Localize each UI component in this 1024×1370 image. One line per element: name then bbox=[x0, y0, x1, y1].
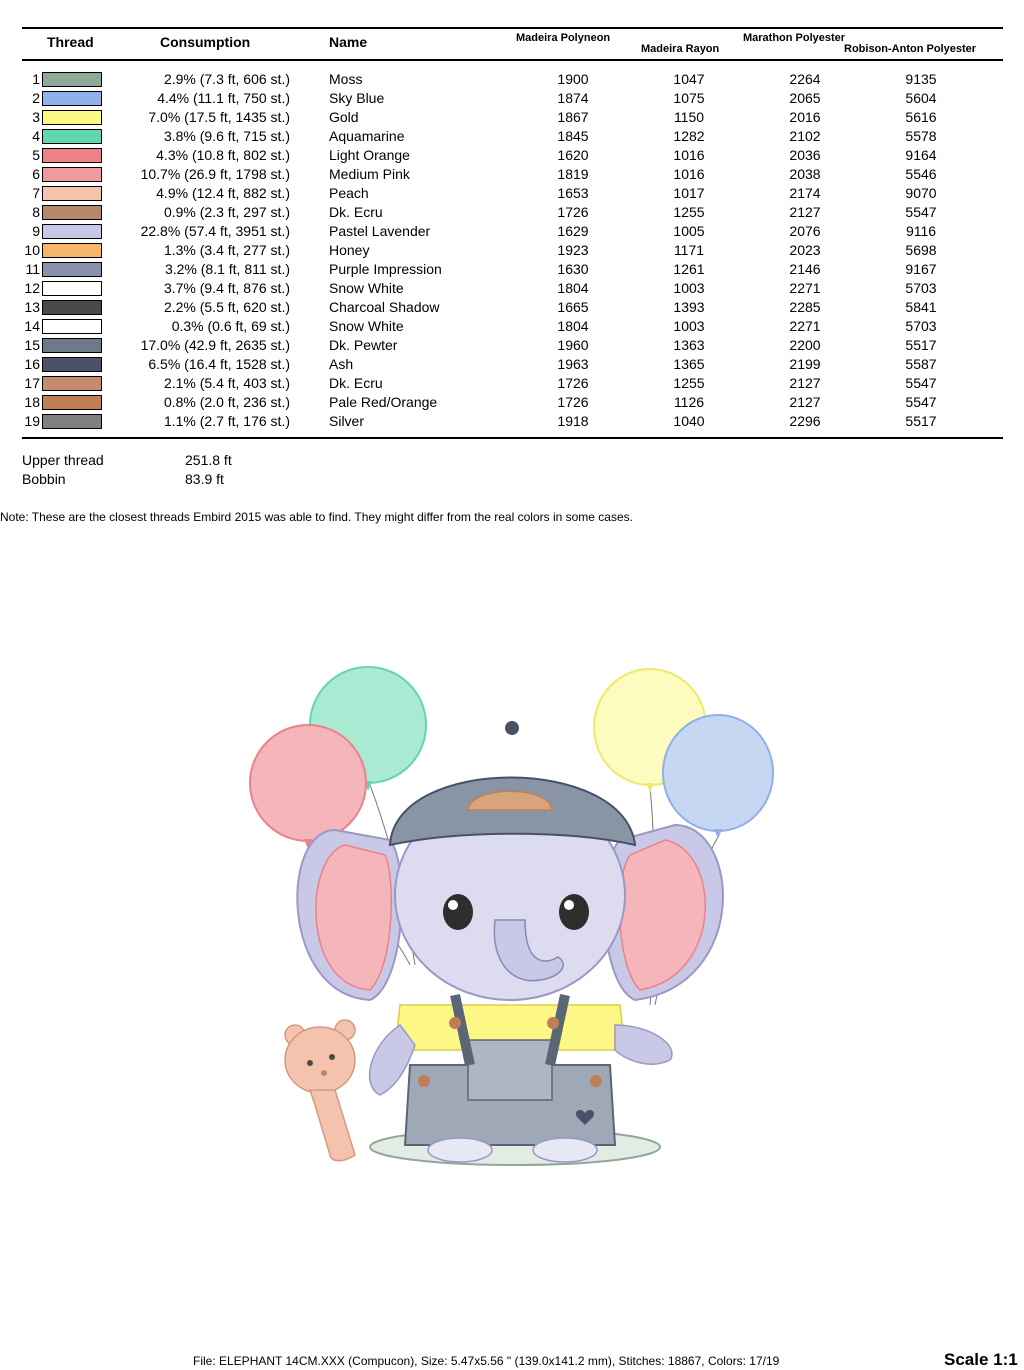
marathon-polyester-cell: 2264 bbox=[789, 71, 821, 87]
madeira-rayon-cell: 1150 bbox=[673, 109, 705, 125]
thread-number: 9 bbox=[32, 223, 40, 239]
robison-anton-cell: 5703 bbox=[905, 280, 937, 296]
consumption-cell: 22.8% (57.4 ft, 3951 st.) bbox=[140, 223, 290, 239]
robison-anton-cell: 5703 bbox=[905, 318, 937, 334]
thread-name-cell: Ash bbox=[329, 356, 354, 372]
thread-name-cell: Dk. Pewter bbox=[329, 337, 398, 353]
color-swatch bbox=[42, 129, 102, 144]
madeira-rayon-cell: 1363 bbox=[673, 337, 705, 353]
madeira-rayon-cell: 1255 bbox=[673, 375, 705, 391]
robison-anton-cell: 5517 bbox=[905, 413, 937, 429]
consumption-cell: 4.9% (12.4 ft, 882 st.) bbox=[156, 185, 290, 201]
color-swatch bbox=[42, 243, 102, 258]
madeira-polyneon-cell: 1867 bbox=[557, 109, 589, 125]
robison-anton-cell: 5841 bbox=[905, 299, 937, 315]
madeira-polyneon-cell: 1653 bbox=[557, 185, 589, 201]
header-madeira-rayon: Madeira Rayon bbox=[641, 43, 720, 55]
madeira-polyneon-cell: 1620 bbox=[557, 147, 589, 163]
left-ear bbox=[297, 830, 401, 1000]
madeira-rayon-cell: 1255 bbox=[673, 204, 705, 220]
thread-number: 5 bbox=[32, 147, 40, 163]
table-row bbox=[0, 412, 1024, 431]
header-thread: Thread bbox=[47, 34, 94, 50]
marathon-polyester-cell: 2271 bbox=[789, 280, 821, 296]
consumption-cell: 3.2% (8.1 ft, 811 st.) bbox=[164, 261, 290, 277]
consumption-cell: 2.9% (7.3 ft, 606 st.) bbox=[163, 71, 290, 87]
thread-name-cell: Honey bbox=[329, 242, 370, 258]
robison-anton-cell: 9070 bbox=[905, 185, 937, 201]
color-swatch bbox=[42, 110, 102, 125]
robison-anton-cell: 5578 bbox=[905, 128, 937, 144]
thread-number: 10 bbox=[24, 242, 40, 258]
robison-anton-cell: 9167 bbox=[905, 261, 937, 277]
table-row bbox=[0, 222, 1024, 241]
consumption-cell: 4.4% (11.1 ft, 750 st.) bbox=[157, 90, 290, 106]
table-row bbox=[0, 298, 1024, 317]
table-bottom-rule bbox=[22, 437, 1003, 439]
madeira-rayon-cell: 1017 bbox=[673, 185, 705, 201]
madeira-polyneon-cell: 1726 bbox=[557, 204, 589, 220]
madeira-rayon-cell: 1261 bbox=[673, 261, 705, 277]
thread-number: 18 bbox=[24, 394, 40, 410]
color-swatch bbox=[42, 319, 102, 334]
thread-name-cell: Purple Impression bbox=[329, 261, 442, 277]
madeira-rayon-cell: 1075 bbox=[673, 90, 705, 106]
header-robison-anton: Robison-Anton Polyester bbox=[844, 43, 977, 55]
color-swatch bbox=[42, 186, 102, 201]
thread-name-cell: Dk. Ecru bbox=[329, 204, 383, 220]
color-swatch bbox=[42, 395, 102, 410]
marathon-polyester-cell: 2076 bbox=[789, 223, 821, 239]
madeira-polyneon-cell: 1960 bbox=[557, 337, 589, 353]
right-foot bbox=[533, 1138, 597, 1162]
color-swatch bbox=[42, 281, 102, 296]
thread-name-cell: Peach bbox=[329, 185, 369, 201]
thread-number: 16 bbox=[24, 356, 40, 372]
madeira-rayon-cell: 1171 bbox=[673, 242, 705, 258]
madeira-polyneon-cell: 1665 bbox=[557, 299, 589, 315]
marathon-polyester-cell: 2023 bbox=[789, 242, 821, 258]
note-text: Note: These are the closest threads Embird 2015 was able to find. They might differ from the real colors in some cases. bbox=[0, 510, 633, 524]
consumption-cell: 1.1% (2.7 ft, 176 st.) bbox=[163, 413, 290, 429]
thread-number: 13 bbox=[24, 299, 40, 315]
madeira-polyneon-cell: 1874 bbox=[557, 90, 589, 106]
madeira-polyneon-cell: 1918 bbox=[557, 413, 589, 429]
header-madeira-polyneon: Madeira Polyneon bbox=[516, 32, 611, 44]
madeira-rayon-cell: 1365 bbox=[673, 356, 705, 372]
consumption-cell: 2.2% (5.5 ft, 620 st.) bbox=[163, 299, 290, 315]
robison-anton-cell: 9164 bbox=[905, 147, 937, 163]
thread-name-cell: Snow White bbox=[329, 318, 404, 334]
table-row bbox=[0, 279, 1024, 298]
madeira-polyneon-cell: 1726 bbox=[557, 394, 589, 410]
marathon-polyester-cell: 2038 bbox=[789, 166, 821, 182]
thread-name-cell: Light Orange bbox=[329, 147, 410, 163]
thread-number: 7 bbox=[32, 185, 40, 201]
table-row bbox=[0, 146, 1024, 165]
color-swatch bbox=[42, 338, 102, 353]
table-row bbox=[0, 89, 1024, 108]
madeira-rayon-cell: 1040 bbox=[673, 413, 705, 429]
marathon-polyester-cell: 2285 bbox=[789, 299, 821, 315]
color-swatch bbox=[42, 224, 102, 239]
balloon-red bbox=[250, 725, 366, 849]
color-swatch bbox=[42, 357, 102, 372]
marathon-polyester-cell: 2296 bbox=[789, 413, 821, 429]
header-consumption: Consumption bbox=[160, 34, 251, 50]
madeira-polyneon-cell: 1923 bbox=[557, 242, 589, 258]
madeira-rayon-cell: 1005 bbox=[673, 223, 705, 239]
table-row bbox=[0, 127, 1024, 146]
marathon-polyester-cell: 2199 bbox=[789, 356, 821, 372]
consumption-cell: 0.3% (0.6 ft, 69 st.) bbox=[171, 318, 290, 334]
table-row bbox=[0, 260, 1024, 279]
color-swatch bbox=[42, 91, 102, 106]
consumption-cell: 17.0% (42.9 ft, 2635 st.) bbox=[140, 337, 290, 353]
robison-anton-cell: 9135 bbox=[905, 71, 937, 87]
madeira-polyneon-cell: 1630 bbox=[557, 261, 589, 277]
teddy-bear bbox=[285, 1020, 355, 1161]
thread-name-cell: Dk. Ecru bbox=[329, 375, 383, 391]
table-row bbox=[0, 317, 1024, 336]
table-row bbox=[0, 108, 1024, 127]
madeira-rayon-cell: 1047 bbox=[673, 71, 705, 87]
consumption-cell: 10.7% (26.9 ft, 1798 st.) bbox=[140, 166, 290, 182]
thread-number: 6 bbox=[32, 166, 40, 182]
robison-anton-cell: 5546 bbox=[905, 166, 937, 182]
thread-name-cell: Silver bbox=[329, 413, 365, 429]
consumption-cell: 0.9% (2.3 ft, 297 st.) bbox=[163, 204, 290, 220]
bobbin-label: Bobbin bbox=[22, 471, 66, 487]
thread-number: 3 bbox=[32, 109, 40, 125]
color-swatch bbox=[42, 414, 102, 429]
consumption-cell: 1.3% (3.4 ft, 277 st.) bbox=[163, 242, 290, 258]
robison-anton-cell: 5547 bbox=[905, 204, 937, 220]
marathon-polyester-cell: 2200 bbox=[789, 337, 821, 353]
header-marathon-polyester: Marathon Polyester bbox=[743, 32, 846, 44]
madeira-rayon-cell: 1003 bbox=[673, 280, 705, 296]
table-row bbox=[0, 70, 1024, 89]
madeira-polyneon-cell: 1900 bbox=[557, 71, 589, 87]
thread-number: 8 bbox=[32, 204, 40, 220]
marathon-polyester-cell: 2036 bbox=[789, 147, 821, 163]
thread-number: 17 bbox=[24, 375, 40, 391]
marathon-polyester-cell: 2127 bbox=[789, 375, 821, 391]
thread-number: 11 bbox=[25, 261, 40, 277]
color-swatch bbox=[42, 167, 102, 182]
header-name: Name bbox=[329, 34, 368, 50]
madeira-rayon-cell: 1282 bbox=[673, 128, 705, 144]
consumption-cell: 0.8% (2.0 ft, 236 st.) bbox=[163, 394, 290, 410]
right-arm bbox=[615, 1025, 672, 1064]
upper-thread-label: Upper thread bbox=[22, 452, 104, 468]
marathon-polyester-cell: 2127 bbox=[789, 394, 821, 410]
marathon-polyester-cell: 2102 bbox=[789, 128, 821, 144]
robison-anton-cell: 5698 bbox=[905, 242, 937, 258]
thread-name-cell: Medium Pink bbox=[329, 166, 410, 182]
upper-thread-value: 251.8 ft bbox=[185, 452, 232, 468]
thread-number: 15 bbox=[24, 337, 40, 353]
color-swatch bbox=[42, 262, 102, 277]
thread-number: 2 bbox=[32, 90, 40, 106]
robison-anton-cell: 5616 bbox=[905, 109, 937, 125]
madeira-rayon-cell: 1393 bbox=[673, 299, 705, 315]
robison-anton-cell: 9116 bbox=[905, 223, 937, 239]
consumption-cell: 2.1% (5.4 ft, 403 st.) bbox=[163, 375, 290, 391]
thread-table bbox=[0, 0, 1024, 440]
madeira-rayon-cell: 1016 bbox=[673, 166, 705, 182]
table-row bbox=[0, 203, 1024, 222]
table-row bbox=[0, 165, 1024, 184]
robison-anton-cell: 5587 bbox=[905, 356, 937, 372]
file-info: File: ELEPHANT 14CM.XXX (Compucon), Size: 5.47x5.56 " (139.0x141.2 mm), Stitches: 18867, Colors: 17/19 bbox=[193, 1354, 780, 1368]
thread-name-cell: Gold bbox=[329, 109, 359, 125]
thread-number: 19 bbox=[24, 413, 40, 429]
table-row bbox=[0, 374, 1024, 393]
bobbin-value: 83.9 ft bbox=[185, 471, 224, 487]
thread-number: 4 bbox=[32, 128, 40, 144]
scale-label: Scale 1:1 bbox=[944, 1350, 1018, 1369]
madeira-polyneon-cell: 1629 bbox=[557, 223, 589, 239]
thread-name-cell: Sky Blue bbox=[329, 90, 385, 106]
table-row bbox=[0, 355, 1024, 374]
marathon-polyester-cell: 2065 bbox=[789, 90, 821, 106]
marathon-polyester-cell: 2127 bbox=[789, 204, 821, 220]
marathon-polyester-cell: 2271 bbox=[789, 318, 821, 334]
marathon-polyester-cell: 2016 bbox=[789, 109, 821, 125]
thread-name-cell: Aquamarine bbox=[329, 128, 405, 144]
table-row bbox=[0, 336, 1024, 355]
marathon-polyester-cell: 2174 bbox=[789, 185, 821, 201]
madeira-polyneon-cell: 1804 bbox=[557, 280, 589, 296]
consumption-cell: 6.5% (16.4 ft, 1528 st.) bbox=[148, 356, 290, 372]
madeira-polyneon-cell: 1726 bbox=[557, 375, 589, 391]
thread-name-cell: Snow White bbox=[329, 280, 404, 296]
madeira-polyneon-cell: 1963 bbox=[557, 356, 589, 372]
color-swatch bbox=[42, 376, 102, 391]
table-row bbox=[0, 393, 1024, 412]
color-swatch bbox=[42, 205, 102, 220]
consumption-cell: 4.3% (10.8 ft, 802 st.) bbox=[156, 147, 290, 163]
thread-number: 12 bbox=[24, 280, 40, 296]
madeira-polyneon-cell: 1804 bbox=[557, 318, 589, 334]
color-swatch bbox=[42, 300, 102, 315]
color-swatch bbox=[42, 148, 102, 163]
left-foot bbox=[428, 1138, 492, 1162]
marathon-polyester-cell: 2146 bbox=[789, 261, 821, 277]
robison-anton-cell: 5547 bbox=[905, 394, 937, 410]
embroidery-preview bbox=[240, 665, 780, 1200]
thread-name-cell: Charcoal Shadow bbox=[329, 299, 440, 315]
balloon-blue bbox=[663, 715, 773, 839]
thread-name-cell: Pastel Lavender bbox=[329, 223, 431, 239]
madeira-polyneon-cell: 1845 bbox=[557, 128, 589, 144]
thread-name-cell: Moss bbox=[329, 71, 363, 87]
robison-anton-cell: 5547 bbox=[905, 375, 937, 391]
consumption-cell: 7.0% (17.5 ft, 1435 st.) bbox=[148, 109, 290, 125]
madeira-polyneon-cell: 1819 bbox=[557, 166, 589, 182]
robison-anton-cell: 5517 bbox=[905, 337, 937, 353]
madeira-rayon-cell: 1003 bbox=[673, 318, 705, 334]
robison-anton-cell: 5604 bbox=[905, 90, 937, 106]
table-row bbox=[0, 241, 1024, 260]
consumption-cell: 3.8% (9.6 ft, 715 st.) bbox=[163, 128, 290, 144]
madeira-rayon-cell: 1126 bbox=[673, 394, 705, 410]
table-row bbox=[0, 184, 1024, 203]
thread-number: 1 bbox=[32, 71, 40, 87]
color-swatch bbox=[42, 72, 102, 87]
consumption-cell: 3.7% (9.4 ft, 876 st.) bbox=[163, 280, 290, 296]
madeira-rayon-cell: 1016 bbox=[673, 147, 705, 163]
thread-name-cell: Pale Red/Orange bbox=[329, 394, 438, 410]
thread-number: 14 bbox=[24, 318, 40, 334]
